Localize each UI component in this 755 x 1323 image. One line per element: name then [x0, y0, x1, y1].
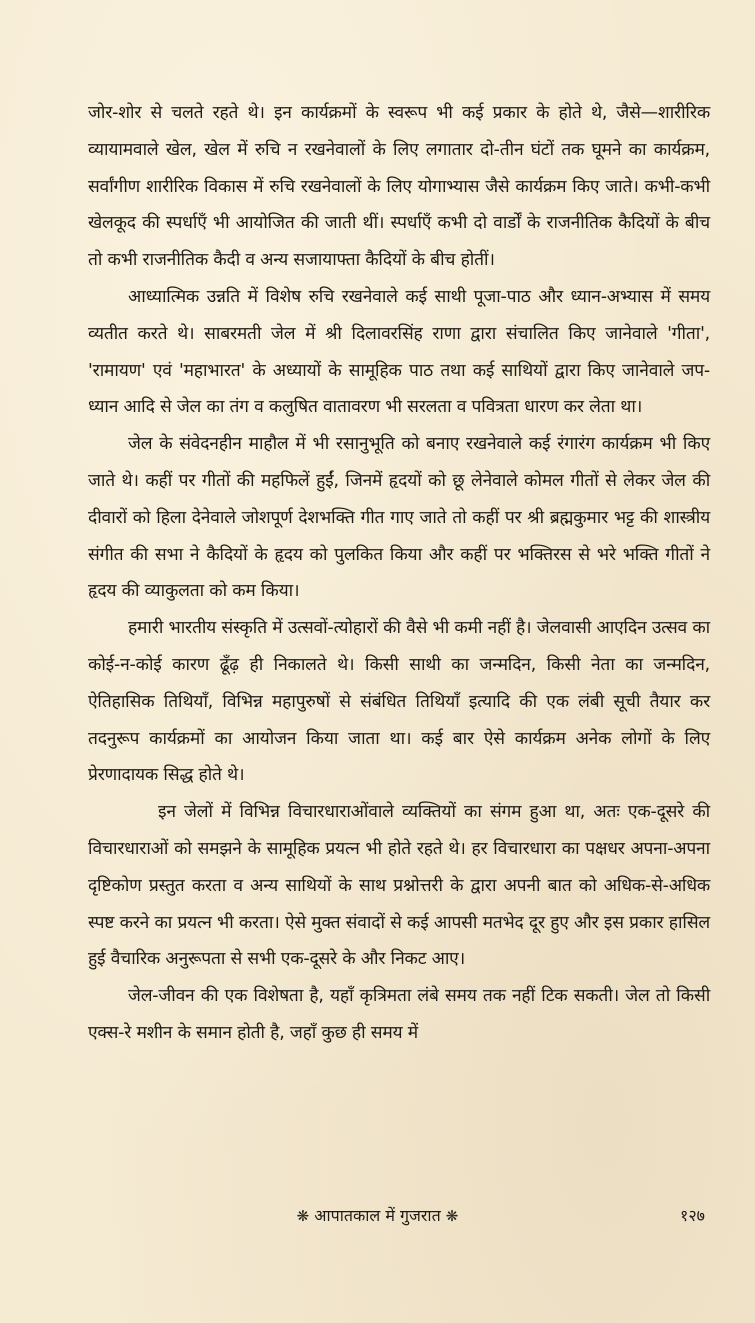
running-footer: [0, 1204, 755, 1226]
paragraph-6: जेल-जीवन की एक विशेषता है, यहाँ कृत्रिमता लंबे समय तक नहीं टिक सकती। जेल तो किसी एक्स-रे मशीन के समान होती है, जहाँ कुछ ही समय में: [88, 986, 710, 1043]
paragraph-2: आध्यात्मिक उन्नति में विशेष रुचि रखनेवाले कई साथी पूजा-पाठ और ध्यान-अभ्यास में समय व्यतीत करते थे। साबरमती जेल में श्री दिलावरसिंह राणा द्वारा संचालित किए जानेवाले 'गीता', 'रामायण' एवं 'महाभारत' के अध्यायों के सामूहिक पाठ तथा कई साथियों द्वारा किए जानेवाले जप-ध्यान आदि से जेल का तंग व कलुषित वातावरण भी सरलता व पवित्रता धारण कर लेता था।: [88, 286, 710, 418]
book-title: आपातकाल में गुजरात: [314, 1206, 441, 1225]
page-body: [88, 95, 710, 1052]
asterism-left-icon: ❋: [296, 1207, 310, 1225]
paragraph-3: जेल के संवेदनहीन माहौल में भी रसानुभूति को बनाए रखनेवाले कई रंगारंग कार्यक्रम भी किए जाते थे। कहीं पर गीतों की महफिलें हुईं, जिनमें हृदयों को छू लेनेवाले कोमल गीतों से लेकर जेल की दीवारों को हिला देनेवाले जोशपूर्ण देशभक्ति गीत गाए जाते तो कहीं पर श्री ब्रह्मकुमार भट्ट की शास्त्रीय संगीत की सभा ने कैदियों के हृदय को पुलकित किया और कहीं पर भक्तिरस से भरे भक्ति गीतों ने हृदय की व्याकुलता को कम किया।: [88, 434, 710, 602]
paragraph-1: जोर-शोर से चलते रहते थे। इन कार्यक्रमों के स्वरूप भी कई प्रकार के होते थे, जैसे—शारीरिक व्यायामवाले खेल, खेल में रुचि न रखनेवालों के लिए लगातार दो-तीन घंटों तक घूमने का कार्यक्रम, सर्वांगीण शारीरिक विकास में रुचि रखनेवालों के लिए योगाभ्यास जैसे कार्यक्रम किए जाते। कभी-कभी खेलकूद की स्पर्धाएँ भी आयोजित की जाती थीं। स्पर्धाएँ कभी दो वार्डों के राजनीतिक कैदियों के बीच तो कभी राजनीतिक कैदी व अन्य सजायाफ्ता कैदियों के बीच होतीं।: [88, 103, 710, 271]
paragraph-5: इन जेलों में विभिन्न विचारधाराओंवाले व्यक्तियों का संगम हुआ था, अतः एक-दूसरे की विचारधाराओं को समझने के सामूहिक प्रयत्न भी होते रहते थे। हर विचारधारा का पक्षधर अपना-अपना दृष्टिकोण प्रस्तुत करता व अन्य साथियों के साथ प्रश्नोत्तरी के द्वारा अपनी बात को अधिक-से-अधिक स्पष्ट करने का प्रयत्न भी करता। ऐसे मुक्त संवादों से कई आपसी मतभेद दूर हुए और इस प्रकार हासिल हुई वैचारिक अनुरूपता से सभी एक-दूसरे के और निकट आए।: [88, 802, 710, 970]
page-footer: [0, 1204, 755, 1234]
asterism-right-icon: ❋: [445, 1207, 459, 1225]
page-number: १२७: [680, 1206, 705, 1225]
paragraph-4: हमारी भारतीय संस्कृति में उत्सवों-त्योहारों की वैसे भी कमी नहीं है। जेलवासी आएदिन उत्सव का कोई-न-कोई कारण ढूँढ़ ही निकालते थे। किसी साथी का जन्मदिन, किसी नेता का जन्मदिन, ऐतिहासिक तिथियाँ, विभिन्न महापुरुषों से संबंधित तिथियाँ इत्यादि की एक लंबी सूची तैयार कर तदनुरूप कार्यक्रमों का आयोजन किया जाता था। कई बार ऐसे कार्यक्रम अनेक लोगों के लिए प्रेरणादायक सिद्ध होते थे।: [88, 618, 710, 786]
